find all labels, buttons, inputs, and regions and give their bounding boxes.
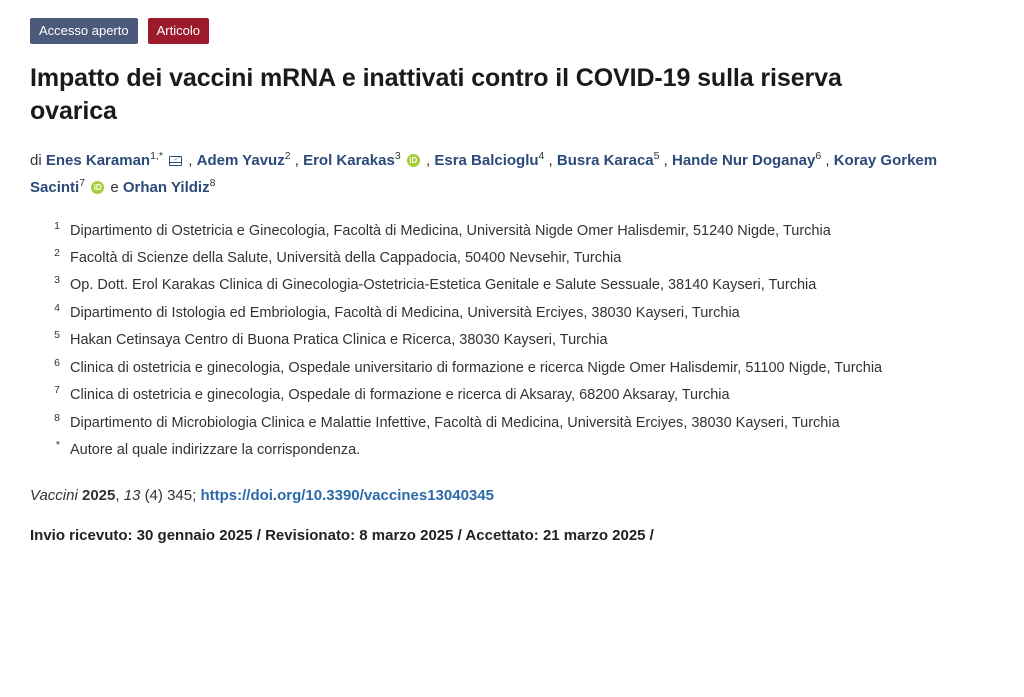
affiliation-text: Autore al quale indirizzare la corrispondenza. <box>70 442 361 459</box>
author-link[interactable]: Koray Gorkem Sacinti <box>30 152 938 197</box>
author-link[interactable]: Busra Karaca <box>556 152 654 169</box>
orcid-icon[interactable] <box>91 181 104 194</box>
affiliation-item <box>38 412 978 434</box>
author-connector: e <box>110 179 123 197</box>
journal-citation <box>30 484 994 508</box>
affiliation-marker: 8 <box>54 411 60 424</box>
journal-name: Vaccini <box>30 486 78 504</box>
affiliation-text: Op. Dott. Erol Karakas Clinica di Ginecologia-Ostetricia-Estetica Genitale e Salute Sessuale, 38140 Kayseri, Turchia <box>70 277 817 294</box>
journal-year: 2025 <box>81 486 116 504</box>
author-affiliation-marker[interactable]: 7 <box>79 177 86 190</box>
author-link[interactable]: Adem Yavuz <box>196 152 285 169</box>
affiliation-item <box>38 439 978 461</box>
journal-issue: (4) <box>144 486 163 504</box>
article-type-badge[interactable]: Articolo <box>148 18 209 44</box>
badge-row <box>30 18 994 44</box>
author-affiliation-marker[interactable]: 3 <box>394 150 401 162</box>
doi-link[interactable]: https://doi.org/10.3390/vaccines13040345 <box>200 486 494 504</box>
author-link[interactable]: Hande Nur Doganay <box>672 152 816 169</box>
journal-article-number: 345; <box>167 486 197 504</box>
affiliation-text: Dipartimento di Ostetricia e Ginecologia, Facoltà di Medicina, Università Nigde Omer Halisdemir, 51240 Nigde, Turchia <box>70 222 831 239</box>
publication-dates: Invio ricevuto: 30 gennaio 2025 / Revisionato: 8 marzo 2025 / Accettato: 21 marzo 2025 / <box>30 526 654 544</box>
author-entries <box>30 152 937 196</box>
affiliation-marker: 1 <box>54 219 60 232</box>
author-affiliation-marker[interactable]: 4 <box>538 150 545 162</box>
affiliation-marker: 7 <box>54 384 60 397</box>
page-title: Impatto dei vaccini mRNA e inattivati contro il COVID-19 sulla riserva ovarica <box>30 64 842 125</box>
author-prefix: di <box>30 152 42 169</box>
author-affiliation-marker[interactable]: 8 <box>209 177 216 190</box>
author-entry <box>123 179 216 196</box>
author-entry: Hande Nur Doganay$^6$ , <box>672 150 830 169</box>
affiliation-marker: 2 <box>54 246 60 259</box>
affiliation-marker: 6 <box>54 356 60 369</box>
author-affiliation-marker[interactable]: 2 <box>284 150 291 162</box>
author-entry: Erol Karakas$^3$ iD , <box>303 152 430 169</box>
orcid-icon[interactable] <box>407 154 420 167</box>
affiliation-text: Hakan Cetinsaya Centro di Buona Pratica Clinica e Ricerca, 38030 Kayseri, Turchia <box>70 332 608 349</box>
affiliation-item <box>38 357 978 379</box>
affiliation-item <box>38 302 978 324</box>
open-access-badge[interactable]: Accesso aperto <box>30 18 138 44</box>
affiliation-item <box>38 220 978 242</box>
author-entry: Adem Yavuz$^2$ , <box>196 150 299 169</box>
affiliation-text: Clinica di ostetricia e ginecologia, Ospedale di formazione e ricerca di Aksaray, 68200 Aksaray, Turchia <box>70 387 730 404</box>
affiliation-list <box>30 220 994 462</box>
affiliation-text: Facoltà di Scienze della Salute, Università della Cappadocia, 50400 Nevsehir, Turchia <box>70 249 622 266</box>
author-link[interactable]: Esra Balcioglu <box>434 152 539 169</box>
affiliation-text: Clinica di ostetricia e ginecologia, Ospedale universitario di formazione e ricerca Nigde Omer Halisdemir, 51100 Nigde, Turchia <box>70 359 883 376</box>
author-link[interactable]: Orhan Yildiz <box>122 179 210 197</box>
affiliation-item <box>38 329 978 351</box>
affiliation-marker: 3 <box>54 274 60 287</box>
affiliation-marker: 5 <box>54 329 60 342</box>
affiliation-item <box>38 247 978 269</box>
author-entry: Enes Karaman$^{1,*}$ , <box>45 150 193 169</box>
author-entry: Busra Karaca$^5$ , <box>556 150 668 169</box>
author-affiliation-marker[interactable]: 6 <box>815 150 822 162</box>
journal-comma: , <box>115 486 120 504</box>
author-affiliation-marker[interactable]: 5 <box>653 150 660 162</box>
affiliation-item <box>38 384 978 406</box>
affiliation-text: Dipartimento di Microbiologia Clinica e Malattie Infettive, Facoltà di Medicina, Università Erciyes, 38030 Kayseri, Turchia <box>70 414 840 431</box>
author-affiliation-marker[interactable]: 1,* <box>150 150 163 162</box>
author-link[interactable]: Enes Karaman <box>45 152 151 169</box>
affiliation-marker: 4 <box>54 301 60 314</box>
author-link[interactable]: Erol Karakas <box>303 152 395 169</box>
affiliation-marker: * <box>55 439 60 452</box>
envelope-icon[interactable] <box>169 156 182 166</box>
journal-volume: 13 <box>123 486 141 504</box>
author-list <box>30 147 990 202</box>
affiliation-item <box>38 274 978 296</box>
affiliation-text: Dipartimento di Istologia ed Embriologia, Facoltà di Medicina, Università Erciyes, 38030 Kayseri, Turchia <box>70 304 740 321</box>
author-entry: Esra Balcioglu$^4$ , <box>434 150 553 169</box>
